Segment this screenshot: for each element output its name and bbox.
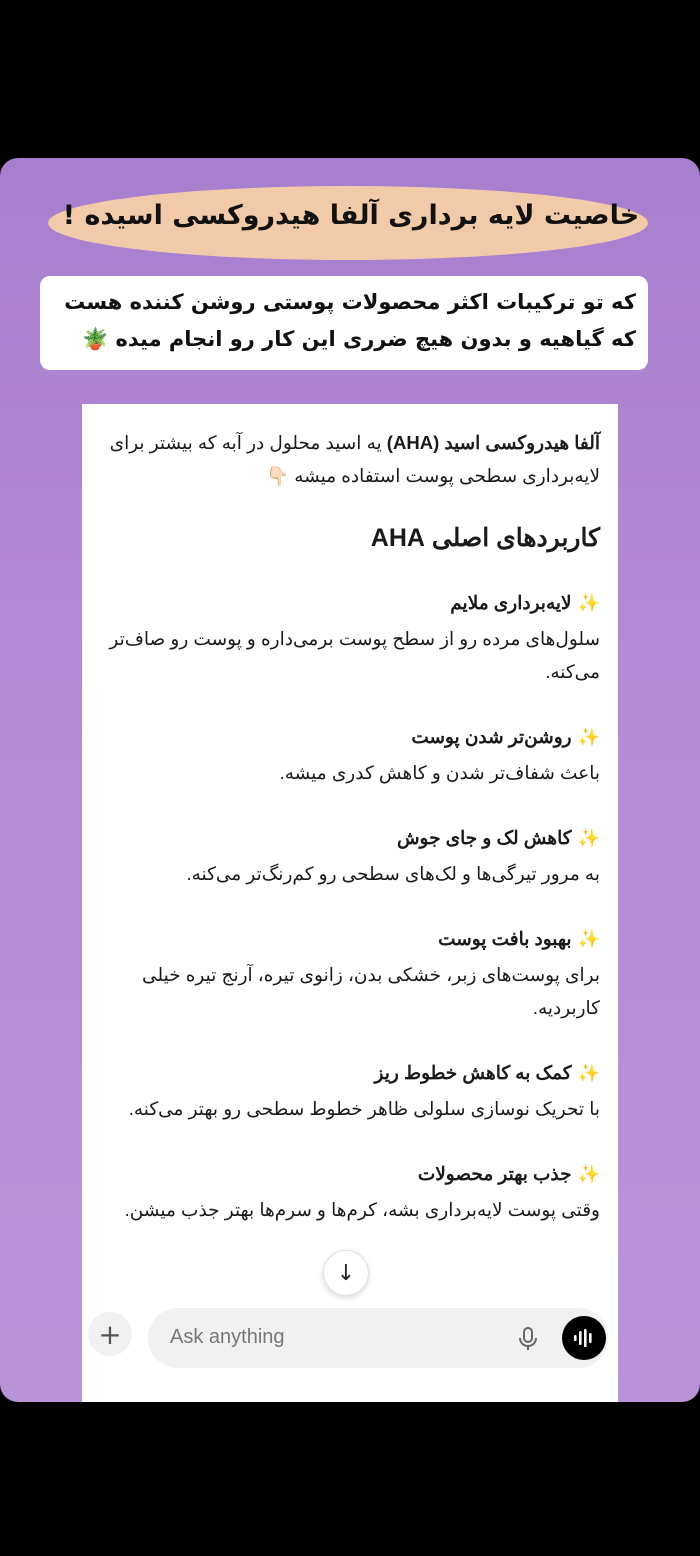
subtitle-line-2: که گیاهیه و بدون هیچ ضرری این کار رو انجام میده 🪴	[82, 327, 636, 351]
sparkle-icon: ✨	[577, 727, 600, 747]
feature-title	[92, 722, 600, 752]
ask-input-placeholder: Ask anything	[170, 1326, 285, 1348]
feature-title	[92, 1058, 600, 1088]
feature-section	[92, 722, 600, 789]
feature-body: با تحریک نوسازی سلولی ظاهر خطوط سطحی رو بهتر می‌کنه.	[128, 1098, 600, 1119]
subtitle-box	[40, 276, 648, 370]
feature-section	[92, 924, 600, 1024]
composer-bar	[82, 1304, 618, 1402]
sections-list	[92, 588, 600, 1226]
sparkle-icon: ✨	[577, 593, 600, 613]
feature-body: سلول‌های مرده رو از سطح پوست برمی‌داره و پوست رو صاف‌تر می‌کنه.	[109, 628, 600, 682]
feature-body: باعث شفاف‌تر شدن و کاهش کدری میشه.	[279, 762, 600, 783]
intro-paragraph	[92, 426, 600, 492]
add-button[interactable]	[88, 1312, 132, 1356]
microphone-icon[interactable]	[516, 1326, 540, 1352]
headline-area	[40, 176, 662, 266]
feature-title-text: کاهش لک و جای جوش	[396, 827, 572, 848]
feature-title-text: روشن‌تر شدن پوست	[411, 726, 572, 747]
feature-title	[92, 1159, 600, 1189]
feature-title	[92, 924, 600, 954]
ask-input[interactable]	[148, 1308, 608, 1368]
scroll-down-button[interactable]	[323, 1250, 369, 1296]
feature-body: وقتی پوست لایه‌برداری بشه، کرم‌ها و سرم‌ها بهتر جذب میشن.	[124, 1199, 600, 1220]
section-heading: کاربردهای اصلی AHA	[370, 524, 600, 552]
feature-section	[92, 823, 600, 890]
feature-title-text: بهبود بافت پوست	[438, 928, 572, 949]
feature-title	[92, 588, 600, 618]
feature-section	[92, 1058, 600, 1125]
feature-title-text: کمک به کاهش خطوط ریز	[374, 1062, 572, 1083]
waveform-icon	[572, 1328, 596, 1348]
chat-message	[82, 404, 618, 1304]
feature-section	[92, 588, 600, 688]
feature-title	[92, 823, 600, 853]
sparkle-icon: ✨	[577, 1164, 600, 1184]
arrow-down-icon: ↓	[336, 1260, 356, 1286]
feature-body: به مرور تیرگی‌ها و لک‌های سطحی رو کم‌رنگ‌تر می‌کنه.	[186, 863, 600, 884]
intro-term: آلفا هیدروکسی اسید (AHA)	[386, 432, 600, 453]
chat-screenshot	[82, 404, 618, 1402]
subtitle-line-1: که تو ترکیبات اکثر محصولات پوستی روشن کننده هست	[64, 290, 636, 314]
feature-title-text: لایه‌برداری ملایم	[450, 592, 572, 613]
sparkle-icon: ✨	[577, 1063, 600, 1083]
voice-mode-button[interactable]	[562, 1316, 606, 1360]
feature-title-text: جذب بهتر محصولات	[417, 1163, 572, 1184]
sparkle-icon: ✨	[577, 828, 600, 848]
headline: خاصیت لایه برداری آلفا هیدروکسی اسیده !	[62, 200, 640, 231]
feature-section	[92, 1159, 600, 1226]
plus-icon: +	[98, 1317, 122, 1351]
sparkle-icon: ✨	[577, 929, 600, 949]
feature-body: برای پوست‌های زبر، خشکی بدن، زانوی تیره، آرنج تیره خیلی کاربردیه.	[142, 964, 600, 1018]
intro-text: یه اسید محلول در آبه که بیشتر برای لایه‌برداری سطحی پوست استفاده میشه 👇🏻	[109, 432, 600, 486]
story-card	[0, 158, 700, 1402]
